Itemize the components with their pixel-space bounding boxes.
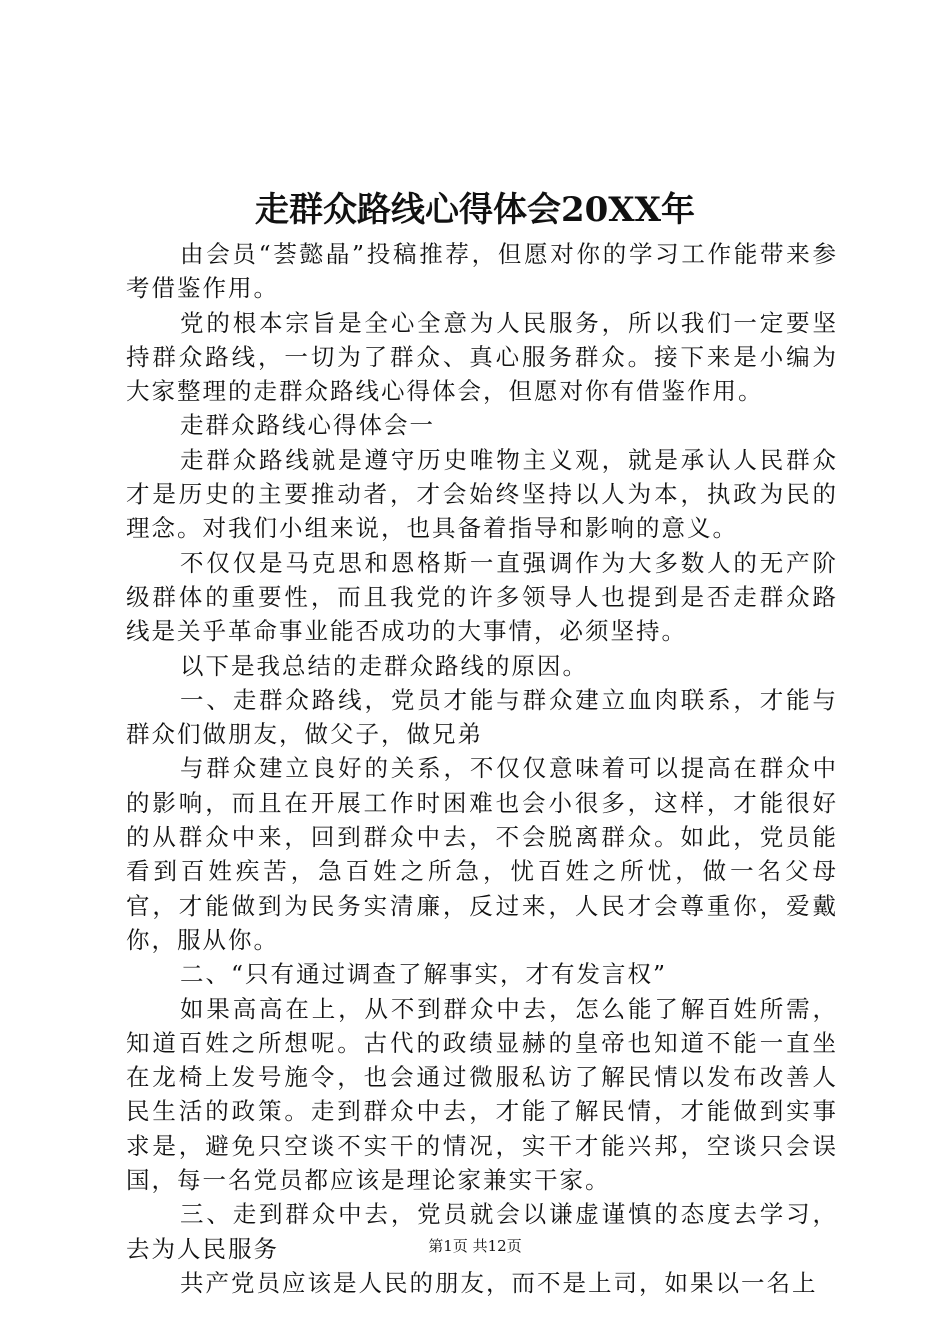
paragraph: 如果高高在上，从不到群众中去，怎么能了解百姓所需，知道百姓之所想呢。古代的政绩显赫的皇帝也知道不能一直坐在龙椅上发号施令，也会通过微服私访了解民情以发布改善人民生活的政策。走到群众中去，才能了解民情，才能做到实事求是，避免只空谈不实干的情况，实干才能兴邦，空谈只会误国，每一名党员都应该是理论家兼实干家。 <box>126 994 838 1195</box>
section-heading: 走群众路线心得体会一 <box>180 411 435 440</box>
point-heading: 三、走到群众中去，党员就会以谦虚谨慎的态度去学习，去为人民服务 <box>126 1200 838 1263</box>
paragraph: 不仅仅是马克思和恩格斯一直强调作为大多数人的无产阶级群体的重要性，而且我党的许多领导人也提到是否走群众路线是关乎革命事业能否成功的大事情，必须坚持。 <box>126 548 838 646</box>
paragraph: 走群众路线就是遵守历史唯物主义观，就是承认人民群众才是历史的主要推动者，才会始终坚持以人为本，执政为民的理念。对我们小组来说，也具备着指导和影响的意义。 <box>126 445 838 543</box>
document-title: 走群众路线心得体会20XX年 <box>254 190 696 230</box>
page-number-footer: 第1页 共12页 <box>428 1237 522 1255</box>
paragraph: 由会员“荟懿晶”投稿推荐，但愿对你的学习工作能带来参考借鉴作用。 <box>126 240 838 303</box>
paragraph: 党的根本宗旨是全心全意为人民服务，所以我们一定要坚持群众路线，一切为了群众、真心服务群众。接下来是小编为大家整理的走群众路线心得体会，但愿对你有借鉴作用。 <box>126 308 838 406</box>
paragraph: 以下是我总结的走群众路线的原因。 <box>180 651 588 680</box>
point-heading: 二、“只有通过调查了解事实，才有发言权” <box>180 960 668 989</box>
document-body <box>126 237 838 1300</box>
paragraph: 共产党员应该是人民的朋友，而不是上司，如果以一名上 <box>180 1268 818 1297</box>
paragraph: 与群众建立良好的关系，不仅仅意味着可以提高在群众中的影响，而且在开展工作时困难也会小很多，这样，才能很好的从群众中来，回到群众中去，不会脱离群众。如此，党员能看到百姓疾苦，急百姓之所急，忧百姓之所忧，做一名父母官，才能做到为民务实清廉，反过来，人民才会尊重你，爱戴你，服从你。 <box>126 754 838 954</box>
point-heading: 一、走群众路线，党员才能与群众建立血肉联系，才能与群众们做朋友，做父子，做兄弟 <box>126 685 838 749</box>
